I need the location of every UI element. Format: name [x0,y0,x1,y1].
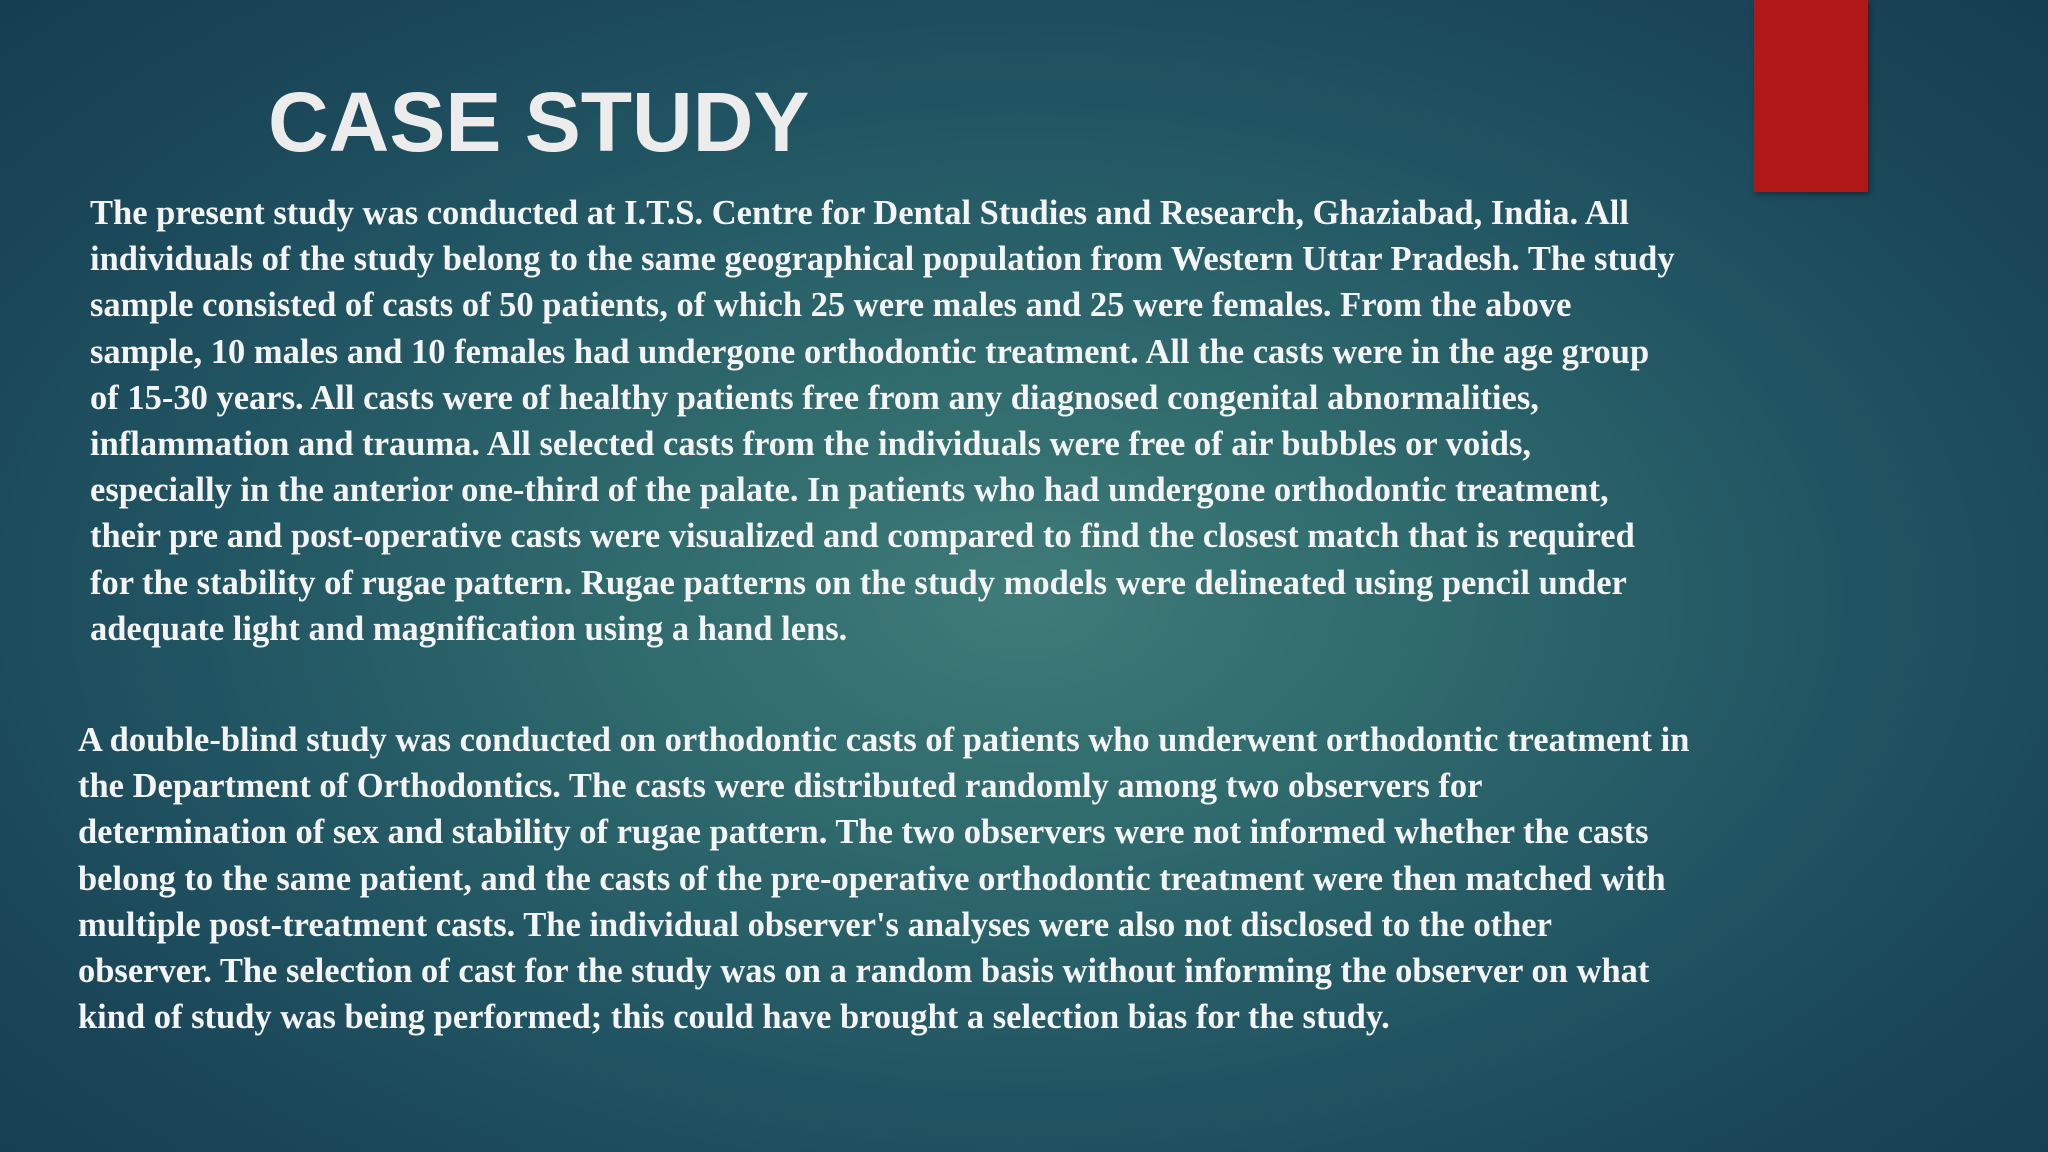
paragraph-line: sample consisted of casts of 50 patients, of which 25 were males and 25 were females. From the above [90,286,1572,325]
paragraph-study-setting [90,190,1890,652]
paragraph-line: determination of sex and stability of rugae pattern. The two observers were not informed whether the casts [78,813,1649,852]
paragraph-double-blind-method [78,717,1898,1040]
red-accent-bar [1754,0,1868,192]
paragraph-line: belong to the same patient, and the casts of the pre-operative orthodontic treatment were then matched with [78,859,1666,898]
paragraph-line: the Department of Orthodontics. The casts were distributed randomly among two observers for [78,767,1483,806]
paragraph-line: A double-blind study was conducted on orthodontic casts of patients who underwent orthodontic treatment in [78,721,1690,759]
paragraph-line: The present study was conducted at I.T.S. Centre for Dental Studies and Research, Ghaziabad, India. All [90,194,1629,232]
paragraph-line: inflammation and trauma. All selected casts from the individuals were free of air bubbles or voids, [90,425,1532,464]
paragraph-line: for the stability of rugae pattern. Rugae patterns on the study models were delineated using pencil under [90,563,1627,602]
paragraph-line: observer. The selection of cast for the study was on a random basis without informing the observer on what [78,952,1650,991]
paragraph-line: especially in the anterior one-third of the palate. In patients who had undergone orthodontic treatment, [90,471,1609,510]
paragraph-line: multiple post-treatment casts. The individual observer's analyses were also not disclosed to the other [78,905,1552,944]
slide-title: CASE STUDY [268,75,810,169]
paragraph-line: sample, 10 males and 10 females had undergone orthodontic treatment. All the casts were in the age group [90,332,1650,371]
paragraph-line: individuals of the study belong to the same geographical population from Western Uttar Pradesh. The study [90,240,1675,279]
paragraph-line: their pre and post-operative casts were visualized and compared to find the closest match that is required [90,517,1635,556]
paragraph-line: kind of study was being performed; this could have brought a selection bias for the study. [78,998,1390,1037]
paragraph-line: adequate light and magnification using a hand lens. [90,609,848,648]
paragraph-line: of 15-30 years. All casts were of healthy patients free from any diagnosed congenital abnormalities, [90,378,1539,417]
